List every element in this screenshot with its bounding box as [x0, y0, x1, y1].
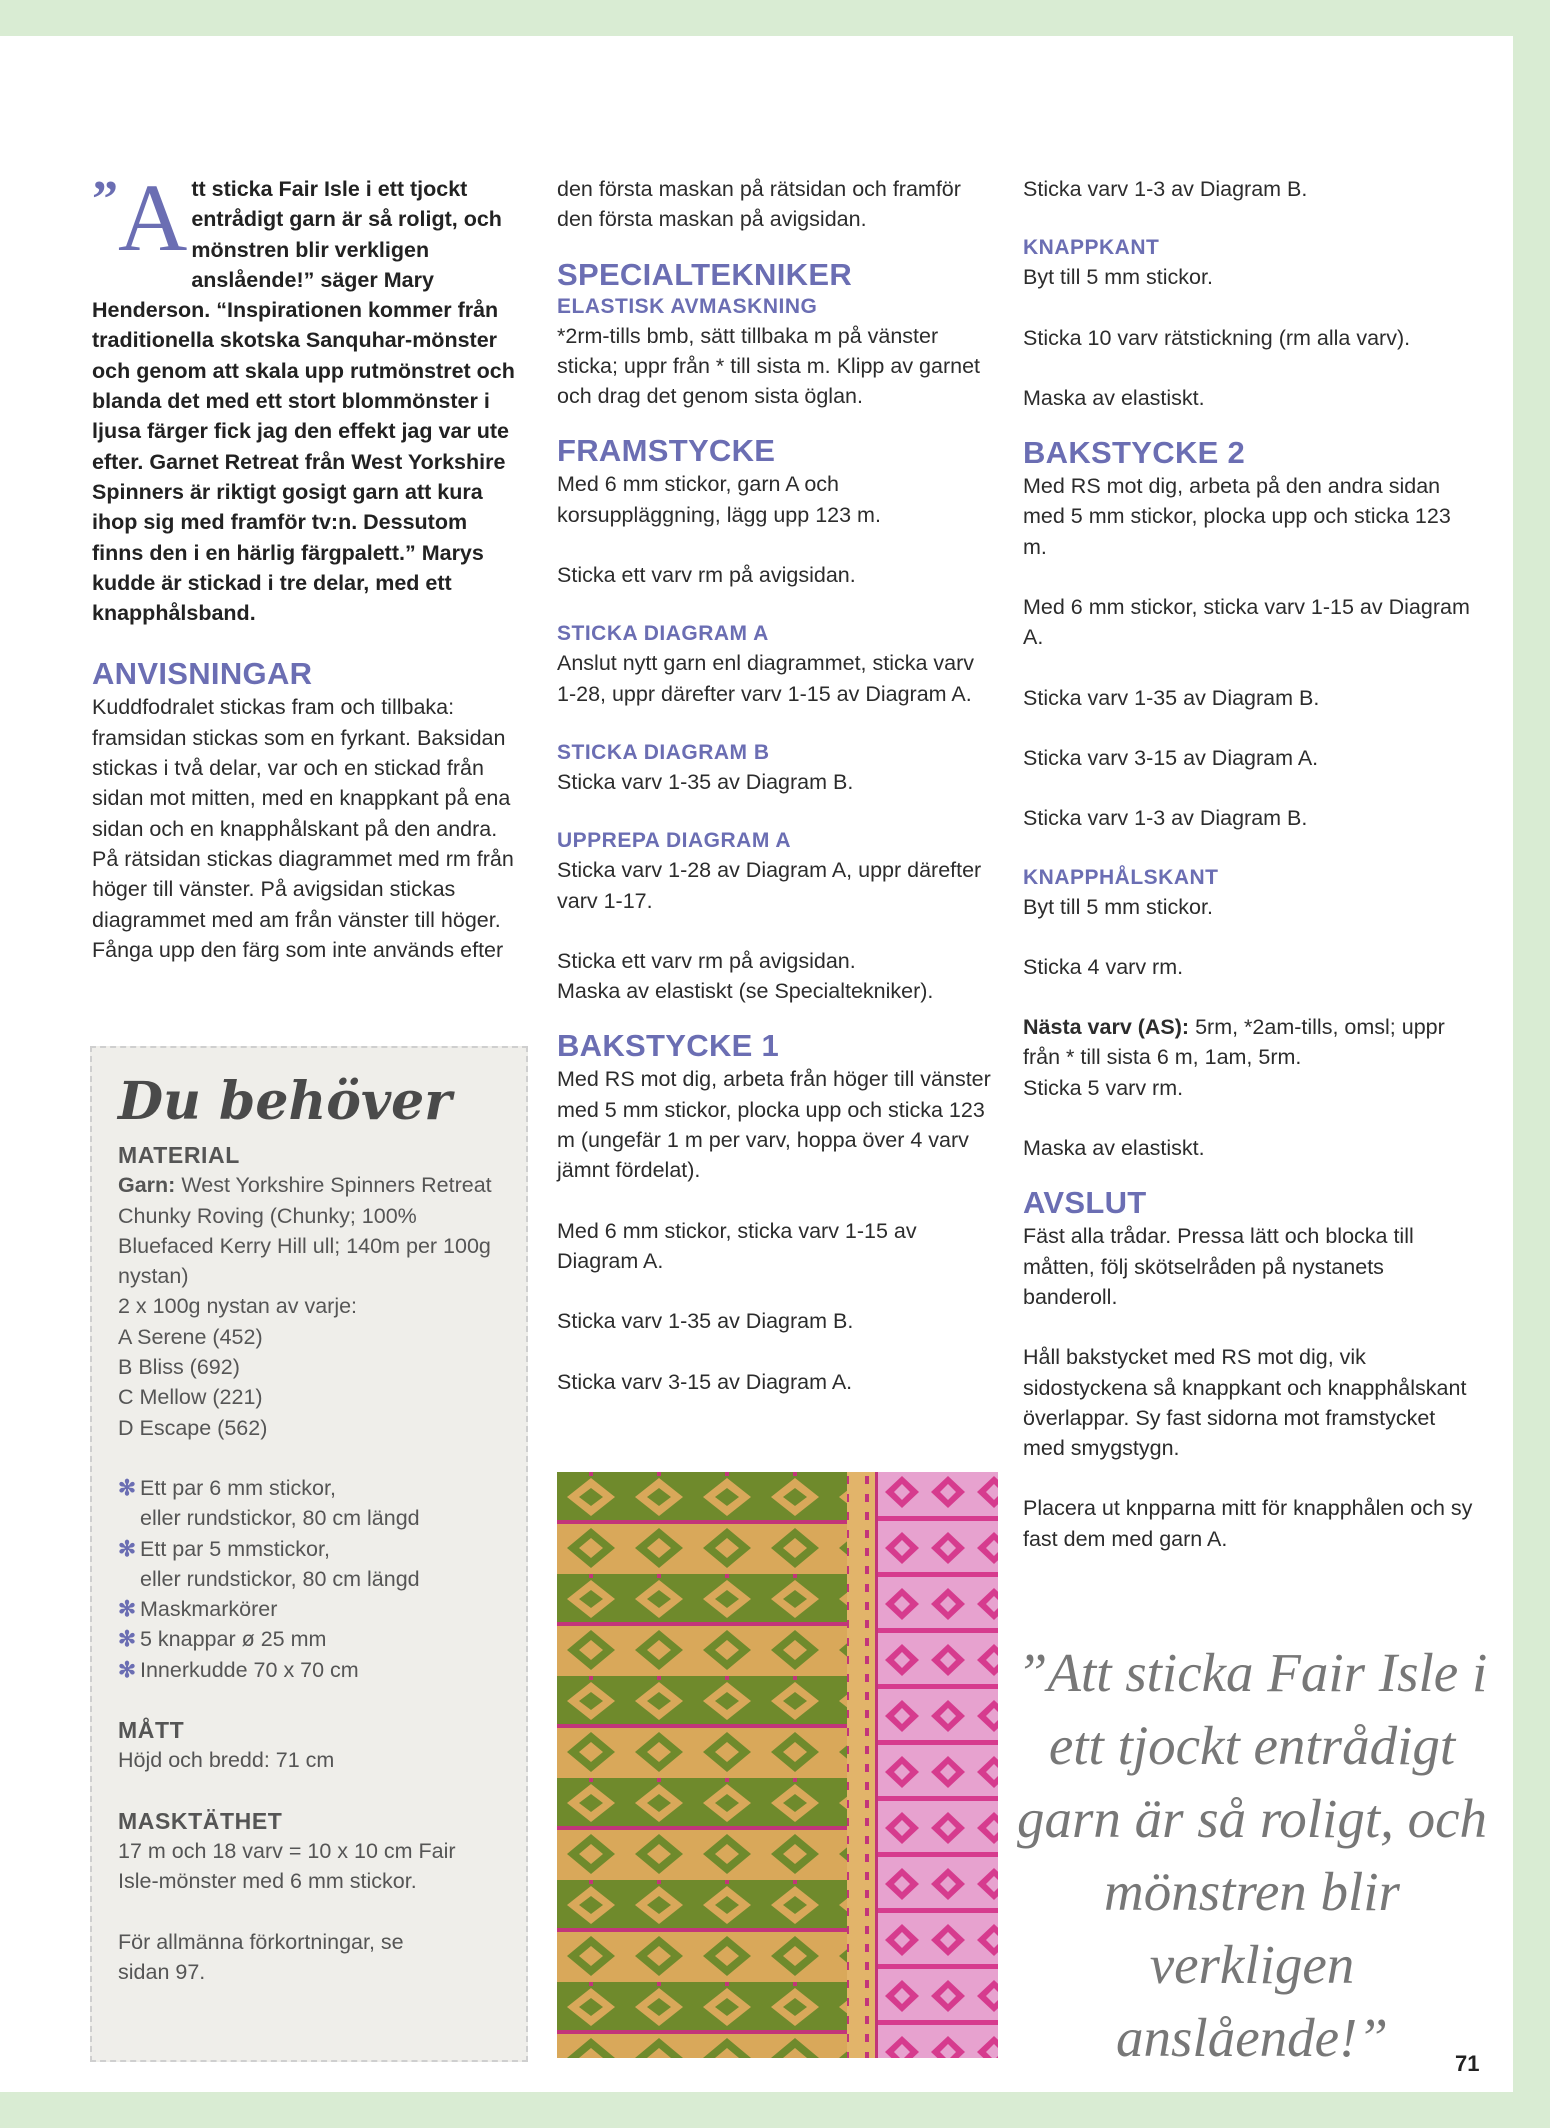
diagram-b-heading: STICKA DIAGRAM B	[557, 740, 770, 764]
bullet-line: Ett par 6 mm stickor,	[140, 1475, 336, 1500]
upprepa-heading: UPPREPA DIAGRAM A	[557, 829, 792, 853]
bakstycke-2-heading: BAKSTYCKE 2	[1023, 435, 1246, 471]
bullet-item	[118, 1534, 500, 1595]
knapphalskant-text: Byt till 5 mm stickor.	[1023, 894, 1213, 919]
knitting-photo	[557, 1472, 998, 2058]
column-1	[92, 164, 522, 965]
page-number: 71	[1455, 2051, 1480, 2076]
bakstycke-1-text: Med 6 mm stickor, sticka varv 1-15 av Diagram A.	[557, 1218, 917, 1273]
fair-isle-knitting-image	[557, 1472, 998, 2058]
elastisk-text: *2rm-tills bmb, sätt tillbaka m på vänster sticka; uppr från * till sista m. Klipp av garnet och drag det genom sista öglan.	[557, 323, 981, 409]
knappkant-text: Sticka 10 varv rätstickning (rm alla varv).	[1023, 325, 1411, 350]
knapphalskant-text: Maska av elastiskt.	[1023, 1136, 1205, 1161]
bakstycke-2-text: Med 6 mm stickor, sticka varv 1-15 av Diagram A.	[1023, 595, 1470, 650]
bakstycke-1-text: Sticka varv 1-35 av Diagram B.	[557, 1309, 854, 1334]
anvisningar-text: Kuddfodralet stickas fram och tillbaka: framsidan stickas som en fyrkant. Baksidan stickas i två delar, var och en stickad från sidan mot mitten, med en knappkant på ena sidan och en knapphålskant på den andra. På rätsidan stickas diagrammet med rm från höger till vänster. På avigsidan stickas diagrammet med am från vänster till höger. Fånga upp den färg som inte används efter	[92, 695, 514, 962]
bakstycke-1-text: Sticka varv 3-15 av Diagram A.	[557, 1369, 853, 1394]
framstycke-heading: FRAMSTYCKE	[557, 433, 776, 469]
intro-text: tt sticka Fair Isle i ett tjockt entrådigt garn är så roligt, och mönstren blir verkligen anslående!” säger Mary Henderson. “Inspirationen kommer från traditionella skotska Sanquhar-mönster och genom att skala upp rutmönstret och blanda det med ett stort blommönster i ljusa färger fick jag den effekt jag var ute efter. Garnet Retreat från West Yorkshire Spinners är riktigt gosigt garn att kura ihop sig med framför tv:n. Dessutom finns den i en härlig färgpalett.” Marys kudde är stickad i tre delar, med ett knapphålsband.	[92, 177, 515, 626]
asterisk-icon: ✻	[118, 1597, 137, 1622]
tathet-text: 17 m och 18 varv = 10 x 10 cm Fair Isle-mönster med 6 mm stickor.	[118, 1838, 456, 1894]
knapphalskant-text	[1023, 1012, 1473, 1103]
bullet-line: Ett par 5 mmstickor,	[140, 1536, 330, 1561]
framstycke-text: Med 6 mm stickor, garn A och korsuppläggning, lägg upp 123 m.	[557, 472, 881, 527]
upprepa-text: Sticka varv 1-28 av Diagram A, uppr därefter varv 1-17.	[557, 858, 982, 913]
garn-description: West Yorkshire Spinners Retreat Chunky Roving (Chunky; 100% Bluefaced Kerry Hill ull; 140m per 100g nystan)	[118, 1173, 492, 1289]
upprepa-text: Maska av elastiskt (se Specialtekniker).	[557, 979, 934, 1004]
col3-text: Sticka varv 1-3 av Diagram B.	[1023, 177, 1308, 201]
avslut-text: Placera ut knpparna mitt för knapphålen och sy fast dem med garn A.	[1023, 1496, 1473, 1551]
framstycke-text: Sticka ett varv rm på avigsidan.	[557, 563, 856, 588]
bullet-line: eller rundstickor, 80 cm längd	[140, 1506, 420, 1531]
knapphalskant-text: Sticka 4 varv rm.	[1023, 954, 1184, 979]
color-item: D Escape (562)	[118, 1415, 268, 1440]
color-item: B Bliss (692)	[118, 1355, 240, 1380]
anvisningar-heading: ANVISNINGAR	[92, 656, 313, 692]
amount-text: 2 x 100g nystan av varje:	[118, 1294, 358, 1319]
knappkant-heading: KNAPPKANT	[1023, 236, 1160, 260]
tathet-heading: MASKTÄTHET	[118, 1807, 283, 1834]
bullet-item	[118, 1655, 500, 1685]
bullet-line: Maskmarkörer	[140, 1597, 278, 1622]
specialtekniker-heading: SPECIALTEKNIKER	[557, 256, 853, 292]
box-title: Du behöver	[118, 1071, 452, 1132]
asterisk-icon: ✻	[118, 1627, 137, 1652]
avslut-text: Fäst alla trådar. Pressa lätt och blocka till måtten, följ skötselråden på nystanets banderoll.	[1023, 1224, 1414, 1309]
materials-box	[90, 1046, 528, 2062]
continued-text: den första maskan på rätsidan och framför den första maskan på avigsidan.	[557, 177, 961, 232]
asterisk-icon: ✻	[118, 1536, 137, 1561]
next-row-line: Sticka 5 varv rm.	[1023, 1075, 1184, 1100]
next-row-text: 5rm, *2am-tills, omsl; uppr från * till sista 6 m, 1am, 5rm.	[1023, 1015, 1445, 1070]
bakstycke-2-text: Sticka varv 1-3 av Diagram B.	[1023, 806, 1308, 831]
elastisk-heading: ELASTISK AVMASKNING	[557, 294, 818, 318]
pull-quote: ”Att sticka Fair Isle i ett tjockt entrådigt garn är så roligt, och mönstren blir verkligen anslående!”	[1016, 1642, 1488, 2068]
knapphalskant-heading: KNAPPHÅLSKANT	[1023, 865, 1219, 889]
bullet-list	[118, 1473, 500, 1685]
next-row-label: Nästa varv (AS):	[1023, 1015, 1190, 1040]
abbreviations-note: För allmänna förkortningar, se sidan 97.	[118, 1929, 404, 1984]
column-3	[1023, 174, 1473, 1554]
diagram-b-text: Sticka varv 1-35 av Diagram B.	[557, 769, 854, 794]
intro-paragraph	[92, 164, 522, 628]
garn-label: Garn:	[118, 1173, 176, 1198]
upprepa-text: Sticka ett varv rm på avigsidan.	[557, 948, 856, 973]
bakstycke-2-text: Sticka varv 3-15 av Diagram A.	[1023, 745, 1319, 770]
drop-cap-quote: ”	[92, 171, 118, 228]
material-heading: MATERIAL	[118, 1142, 240, 1168]
color-item: A Serene (452)	[118, 1324, 263, 1349]
knappkant-text: Maska av elastiskt.	[1023, 385, 1205, 410]
avslut-heading: AVSLUT	[1023, 1185, 1147, 1221]
magazine-page	[0, 36, 1513, 2092]
bullet-line: 5 knappar ø 25 mm	[140, 1627, 327, 1652]
bullet-line: eller rundstickor, 80 cm längd	[140, 1566, 420, 1591]
bakstycke-1-heading: BAKSTYCKE 1	[557, 1028, 780, 1064]
drop-cap	[92, 164, 188, 271]
bakstycke-2-text: Sticka varv 1-35 av Diagram B.	[1023, 685, 1320, 710]
bullet-item	[118, 1594, 500, 1624]
asterisk-icon: ✻	[118, 1475, 137, 1500]
asterisk-icon: ✻	[118, 1657, 137, 1682]
drop-cap-letter: A	[118, 164, 188, 271]
diagram-a-text: Anslut nytt garn enl diagrammet, sticka varv 1-28, uppr därefter varv 1-15 av Diagram A.	[557, 651, 975, 706]
column-2	[557, 174, 997, 1397]
bakstycke-2-text: Med RS mot dig, arbeta på den andra sidan med 5 mm stickor, plocka upp och sticka 123 m.	[1023, 474, 1451, 559]
color-item: C Mellow (221)	[118, 1385, 263, 1410]
matt-text: Höjd och bredd: 71 cm	[118, 1748, 335, 1773]
knappkant-text: Byt till 5 mm stickor.	[1023, 265, 1213, 290]
bakstycke-1-text: Med RS mot dig, arbeta från höger till vänster med 5 mm stickor, plocka upp och sticka 123 m (ungefär 1 m per varv, hoppa över 4 varv jämnt fördelat).	[557, 1067, 991, 1183]
bullet-item	[118, 1473, 500, 1534]
avslut-text: Håll bakstycket med RS mot dig, vik sidostyckena så knappkant och knapphålskant överlappar. Sy fast sidorna mot framstycket med smygstygn.	[1023, 1345, 1467, 1461]
bullet-item	[118, 1624, 500, 1654]
bullet-line: Innerkudde 70 x 70 cm	[140, 1657, 359, 1682]
matt-heading: MÅTT	[118, 1717, 185, 1744]
garn-text	[118, 1170, 500, 1291]
diagram-a-heading: STICKA DIAGRAM A	[557, 622, 769, 646]
